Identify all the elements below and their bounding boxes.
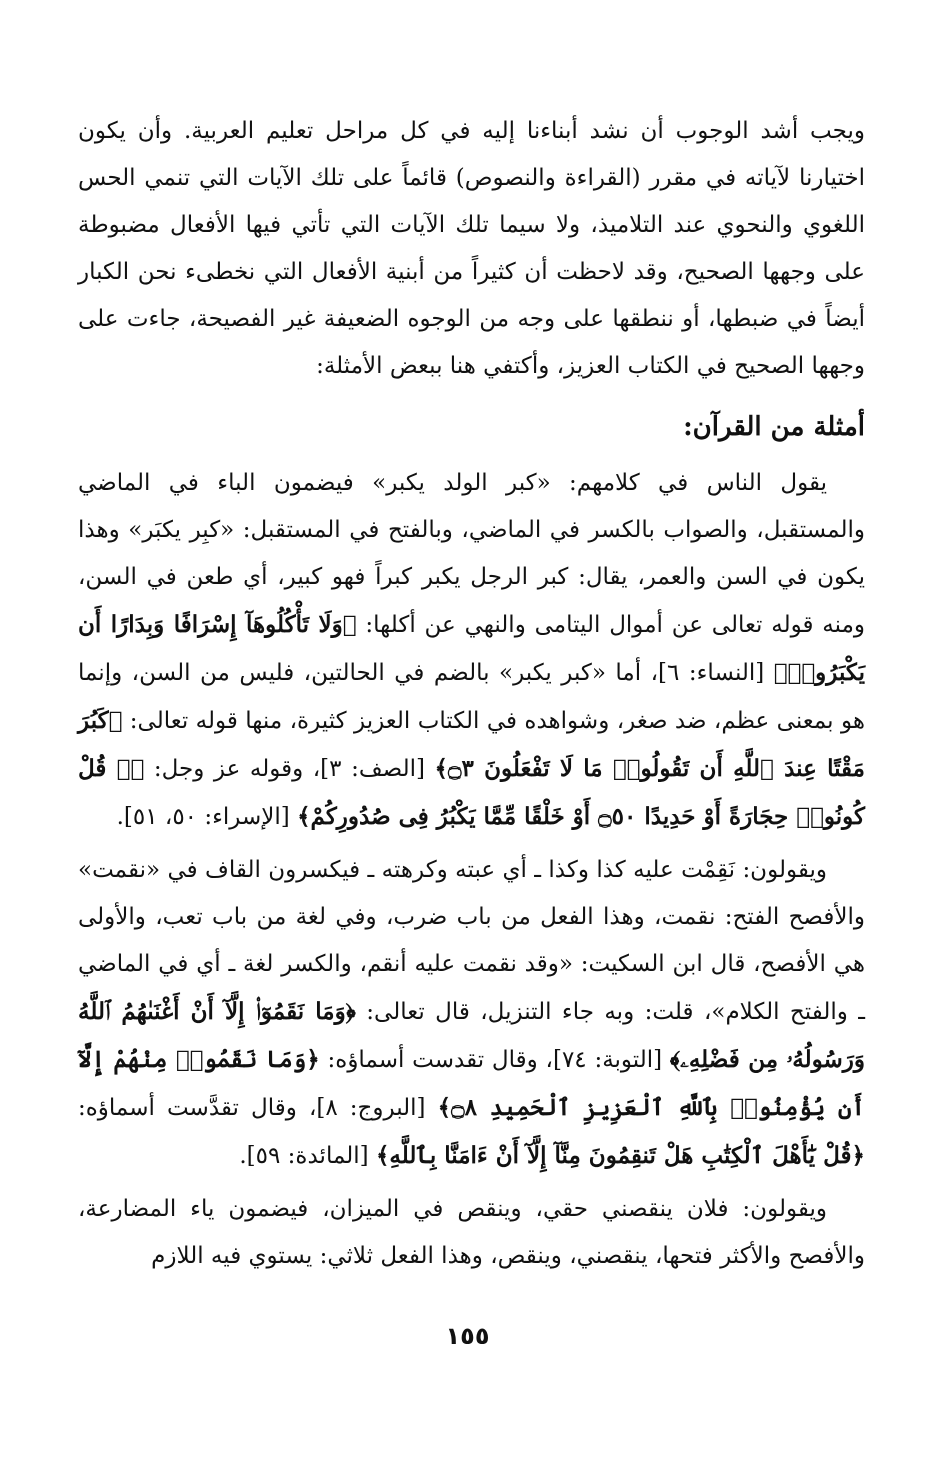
paragraph-kabura	[78, 460, 865, 841]
paragraph-naqasa: ويقولون: فلان ينقصني حقي، وينقص في الميزان، فيضمون ياء المضارعة، والأفصح والأكثر فتحها، ينقصني، وينقص، وهذا الفعل ثلاثي: يستوي فيه اللازم	[78, 1196, 865, 1269]
page-number: ١٥٥	[445, 1322, 490, 1350]
quran-verse: ﴿۞ قُلْ كُونُوا۟ حِجَارَةً أَوْ حَدِيدًا ۝٥٠ أَوْ خَلْقًا مِّمَّا يَكْبُرُ فِى صُدُورِكُمْ﴾	[78, 755, 865, 830]
quran-verse: ﴿وَمَا نَقَمُوا۟ مِنْهُمْ إِلَّآ أَن يُؤْمِنُوا۟ بِٱللَّهِ ٱلْعَزِيزِ ٱلْحَمِيدِ ۝٨﴾	[78, 1046, 865, 1121]
paragraph-text: [البروج: ٨]، وقال تقدَّست أسماؤه:	[78, 1095, 438, 1121]
paragraph-text: [التوبة: ٧٤]، وقال تقدست أسماؤه:	[319, 1047, 670, 1073]
quran-verse: ﴿وَمَا نَقَمُوٓا۟ إِلَّآ أَنْ أَغْنَىٰهُمُ ٱللَّهُ وَرَسُولُهُۥ مِن فَضْلِهِۦ﴾	[78, 998, 865, 1073]
quran-verse: ﴿قُلْ يَٰٓأَهْلَ ٱلْكِتَٰبِ هَلْ تَنقِمُونَ مِنَّآ إِلَّآ أَنْ ءَامَنَّا بِٱللَّهِ﴾	[375, 1142, 865, 1169]
paragraph-text: [الصف: ٣]، وقوله عز وجل:	[144, 756, 435, 782]
paragraph-text: ويقولون: نَقِمْت عليه كذا وكذا ـ أي عبته وكرهته ـ فيكسرون القاف في «نقمت» والأفصح الفتح: نقمت، وهذا الفعل من باب ضرب، وفي لغة من باب تعب، والأولى هي الأفصح، قال ابن السكيت: «وقد نقمت عليه أنقم، والكسر لغة ـ أي في الماضي ـ والفتح الكلام»، قلت: وبه جاء التنزيل، قال تعالى:	[78, 857, 866, 1025]
paragraph-text: [النساء: ٦]، أما «كبر يكبر» بالضم في الحالتين، فليس من السن، وإنما هو بمعنى عظم، ضد صغر، وشواهده في الكتاب العزيز كثيرة، منها قوله تعالى:	[78, 660, 865, 734]
paragraph-text: [الإسراء: ٥٠، ٥١].	[116, 804, 298, 830]
paragraph-naqama	[78, 847, 865, 1180]
paragraph-text: يقول الناس في كلامهم: «كبر الولد يكبر» فيضمون الباء في الماضي والمستقبل، والصواب بالكسر في الماضي، وبالفتح في المستقبل: «كبِر يكبَر» وهذا يكون في السن والعمر، يقال: كبر الرجل يكبر كبراً فهو كبير، أي طعن في السن، ومنه قوله تعالى عن أموال اليتامى والنهي عن أكلها:	[78, 470, 866, 638]
quran-verse: ﴿كَبُرَ مَقْتًا عِندَ ٱللَّهِ أَن تَقُولُوا۟ مَا لَا تَفْعَلُونَ ۝٣﴾	[78, 707, 866, 782]
quran-verse: ﴿وَلَا تَأْكُلُوهَآ إِسْرَافًا وَبِدَارًا أَن يَكْبَرُوا۟﴾	[78, 611, 865, 686]
page-body	[78, 108, 865, 1286]
paragraph-text: [المائدة: ٥٩].	[239, 1143, 376, 1169]
intro-paragraph: ويجب أشد الوجوب أن نشد أبناءنا إليه في كل مراحل تعليم العربية. وأن يكون اختيارنا لآياته في مقرر (القراءة والنصوص) قائماً على تلك الآيات التي تنمي الحس اللغوي والنحوي عند التلاميذ، ولا سيما تلك الآيات التي تأتي فيها الأفعال مضبوطة على وجهها الصحيح، وقد لاحظت أن كثيراً من أبنية الأفعال التي نخطىء نحن الكبار أيضاً في ضبطها، أو ننطقها على وجه من الوجوه الضعيفة غير الفصيحة، جاءت على وجهها الصحيح في الكتاب العزيز، وأكتفي هنا ببعض الأمثلة:	[78, 118, 865, 379]
section-heading: أمثلة من القرآن:	[683, 412, 865, 442]
